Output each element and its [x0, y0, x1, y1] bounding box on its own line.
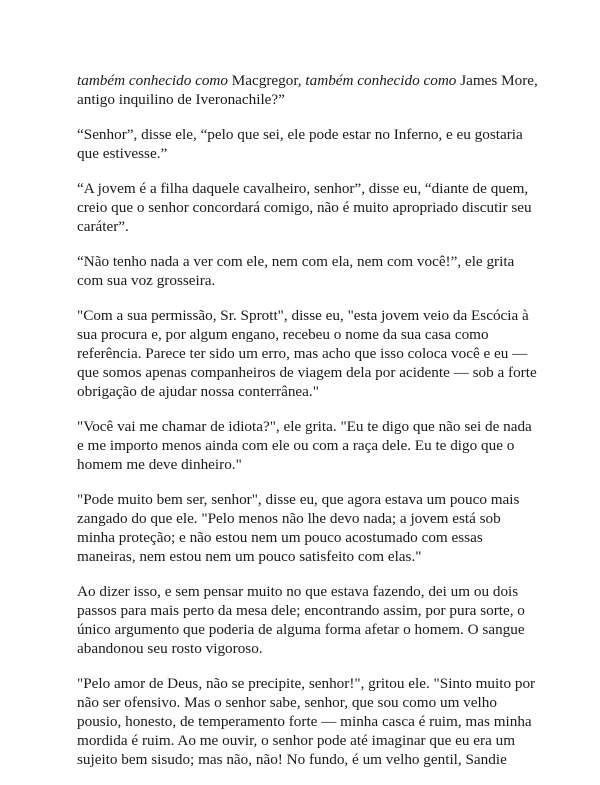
- text-segment: pousio, honesto, de temperamento forte — minha casca é ruim, mas minha: [77, 713, 532, 730]
- text-line: [77, 306, 547, 325]
- paragraph: [77, 417, 547, 474]
- text-line: [77, 363, 547, 382]
- text-line: [77, 750, 547, 769]
- paragraph: [77, 252, 547, 290]
- text-line: [77, 382, 547, 401]
- text-segment: "Pelo amor de Deus, não se precipite, senhor!", gritou ele. "Sinto muito por: [77, 675, 536, 692]
- paragraph: [77, 179, 547, 236]
- text-segment: sujeito bem sisudo; mas não, não! No fundo, é um velho gentil, Sandie: [77, 751, 507, 768]
- paragraph: [77, 582, 547, 658]
- text-segment: que somos apenas companheiros de viagem dela por acidente — sob a forte: [77, 364, 537, 381]
- text-segment: obrigação de ajudar nossa conterrânea.": [77, 383, 319, 400]
- text-segment: e me importo menos ainda com ele ou com a raça dele. Eu te digo que o: [77, 437, 515, 454]
- text-segment: passos para mais perto da mesa dele; encontrando assim, por pura sorte, o: [77, 602, 525, 619]
- text-segment: caráter”.: [77, 218, 129, 235]
- text-segment: com sua voz grosseira.: [77, 272, 216, 289]
- text-line: [77, 71, 547, 90]
- italic-text-segment: também conhecido como: [77, 72, 228, 89]
- text-line: [77, 271, 547, 290]
- text-segment: não ser ofensivo. Mas o senhor sabe, senhor, que sou como um velho: [77, 694, 497, 711]
- text-segment: "Você vai me chamar de idiota?", ele grita. "Eu te digo que não sei de nada: [77, 418, 532, 435]
- text-line: [77, 547, 547, 566]
- text-segment: “Senhor”, disse ele, “pelo que sei, ele pode estar no Inferno, e eu gostaria: [77, 126, 523, 143]
- paragraph: [77, 306, 547, 401]
- paragraph: [77, 125, 547, 163]
- text-line: [77, 601, 547, 620]
- text-segment: “Não tenho nada a ver com ele, nem com ela, nem com você!”, ele grita: [77, 253, 515, 270]
- text-line: [77, 712, 547, 731]
- text-line: [77, 455, 547, 474]
- text-line: [77, 490, 547, 509]
- text-line: [77, 90, 547, 109]
- text-segment: homem me deve dinheiro.": [77, 456, 242, 473]
- text-segment: James More,: [456, 72, 538, 89]
- paragraph: [77, 674, 547, 769]
- text-segment: Macgregor,: [228, 72, 306, 89]
- text-line: [77, 674, 547, 693]
- text-line: [77, 582, 547, 601]
- text-line: [77, 217, 547, 236]
- text-line: [77, 344, 547, 363]
- text-segment: referência. Parece ter sido um erro, mas acho que isso coloca você e eu —: [77, 345, 528, 362]
- text-segment: sua procura e, por algum engano, recebeu o nome da sua casa como: [77, 326, 489, 343]
- text-segment: zangado do que ele. "Pelo menos não lhe devo nada; a jovem está sob: [77, 510, 501, 527]
- text-line: [77, 198, 547, 217]
- text-line: [77, 252, 547, 271]
- paragraph: [77, 490, 547, 566]
- text-line: [77, 509, 547, 528]
- text-segment: abandonou seu rosto vigoroso.: [77, 640, 263, 657]
- text-line: [77, 639, 547, 658]
- italic-text-segment: também conhecido como: [305, 72, 457, 89]
- text-segment: creio que o senhor concordará comigo, não é muito apropriado discutir seu: [77, 199, 532, 216]
- text-segment: que estivesse.”: [77, 145, 168, 162]
- text-line: [77, 528, 547, 547]
- text-segment: "Pode muito bem ser, senhor", disse eu, que agora estava um pouco mais: [77, 491, 520, 508]
- text-segment: "Com a sua permissão, Sr. Sprott", disse eu, "esta jovem veio da Escócia à: [77, 307, 529, 324]
- text-line: [77, 620, 547, 639]
- text-line: [77, 144, 547, 163]
- text-line: [77, 179, 547, 198]
- text-segment: antigo inquilino de Iveronachile?”: [77, 91, 285, 108]
- text-segment: “A jovem é a filha daquele cavalheiro, senhor”, disse eu, “diante de quem,: [77, 180, 529, 197]
- text-line: [77, 417, 547, 436]
- text-line: [77, 125, 547, 144]
- text-line: [77, 731, 547, 750]
- text-line: [77, 325, 547, 344]
- text-line: [77, 693, 547, 712]
- text-segment: minha proteção; e não estou nem um pouco acostumado com essas: [77, 529, 483, 546]
- text-segment: Ao dizer isso, e sem pensar muito no que estava fazendo, dei um ou dois: [77, 583, 519, 600]
- text-segment: único argumento que poderia de alguma forma afetar o homem. O sangue: [77, 621, 525, 638]
- text-line: [77, 436, 547, 455]
- paragraph: [77, 71, 547, 109]
- text-segment: maneiras, nem estou nem um pouco satisfeito com elas.": [77, 548, 422, 565]
- document-page: [77, 71, 547, 785]
- text-segment: mordida é ruim. Ao me ouvir, o senhor pode até imaginar que eu era um: [77, 732, 516, 749]
